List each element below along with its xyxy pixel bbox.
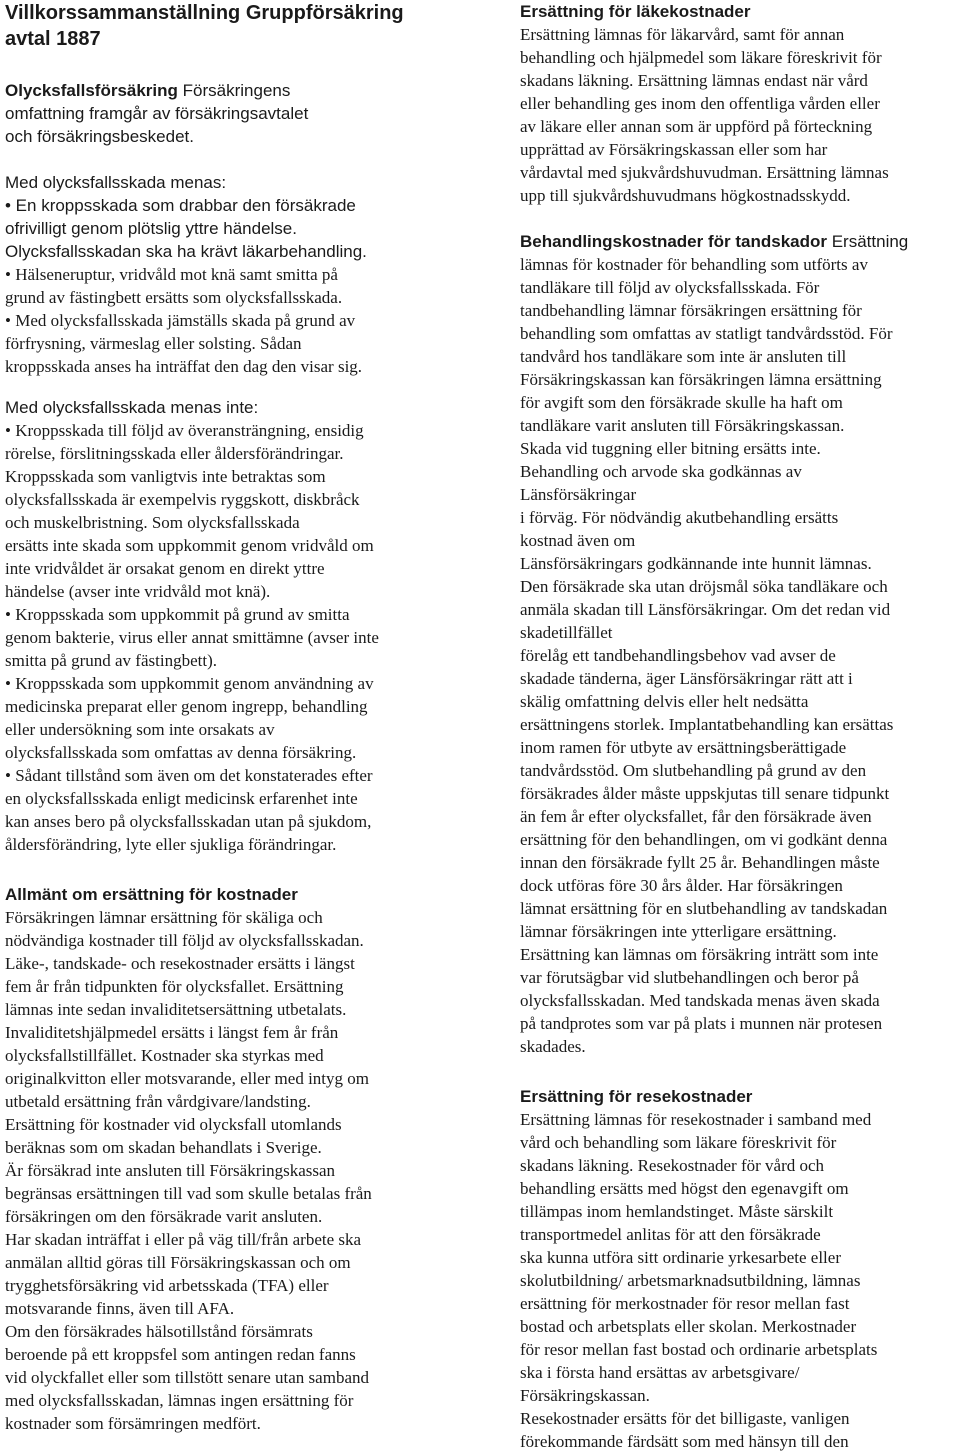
text-line: behandling och hjälpmedel som läkare föreskrivit för — [520, 48, 882, 67]
title-line: Villkorssammanställning Gruppförsäkring — [5, 2, 404, 24]
text-line: begränsas ersättningen till vad som skulle betalas från — [5, 1184, 372, 1203]
text-line: lämnas inte sedan invaliditetsersättning utbetalats. — [5, 1000, 347, 1019]
text-line: omfattning framgår av försäkringsavtalet — [5, 104, 309, 123]
text-line: tandvårdsstöd. Om slutbehandling på grund av den — [520, 761, 867, 780]
text-line: kostnader som försämringen medfört. — [5, 1414, 261, 1433]
text-line: • Sådant tillstånd som även om det konstaterades efter — [5, 766, 373, 785]
text-line: vid olyckfallet eller som tillstött senare utan samband — [5, 1368, 369, 1387]
text-line: Den försäkrade ska utan dröjsmål söka tandläkare och — [520, 577, 888, 596]
text-line: vårdavtal med sjukvårdshuvudman. Ersättning lämnas — [520, 163, 889, 182]
text-line: skadades. — [520, 1037, 586, 1056]
text-line: trygghetsförsäkring vid arbetsskada (TFA) eller — [5, 1276, 329, 1295]
text-line: och muskelbristning. Som olycksfallsskada — [5, 513, 300, 532]
text-line: vård och behandling som läkare föreskrivit för — [520, 1133, 837, 1152]
text-line: åldersförändring, lyte eller sjukliga förändringar. — [5, 835, 337, 854]
text-line: Skada vid tuggning eller bitning ersätts inte. — [520, 439, 821, 458]
text-line: eller behandling ges inom den offentliga vården eller — [520, 94, 880, 113]
text-line: skolutbildning/ arbetsmarknadsutbildning, lämnas — [520, 1271, 861, 1290]
text-line: behandling som omfattas av statligt tandvårdsstöd. För — [520, 324, 893, 343]
text-line: inte vridvåldet är orsakat genom en direkt yttre — [5, 559, 325, 578]
text-line: • Kroppsskada som uppkommit på grund av smitta — [5, 605, 350, 624]
text-line: • Med olycksfallsskada jämställs skada på grund av — [5, 311, 356, 330]
text-line: lämnas för kostnader för behandling som utförts av — [520, 255, 868, 274]
section-text: Ersättning — [827, 232, 909, 251]
text-line: förelåg ett tandbehandlingsbehov vad avser de — [520, 646, 836, 665]
text-line: var förutsägbar vid slutbehandlingen och beror på — [520, 968, 859, 987]
text-line: lämnar försäkringen inte ytterligare ersättning. — [520, 922, 837, 941]
text-line: • Kroppsskada som uppkommit genom användning av — [5, 674, 374, 693]
section-menas-inte — [5, 396, 455, 856]
text-line: ersättning för den behandlingen, om vi godkänt denna — [520, 830, 888, 849]
text-line: Har skadan inträffat i eller på väg till/från arbete ska — [5, 1230, 362, 1249]
text-line: bostad och arbetsplats eller skolan. Merkostnader — [520, 1317, 857, 1336]
text-line: tandläkare till följd av olycksfallsskada. För — [520, 278, 820, 297]
text-line: olycksfallsskadan. Med tandskada menas även skada — [520, 991, 880, 1010]
section-menas — [5, 171, 455, 378]
text-line: eller undersökning som inte orsakats av — [5, 720, 275, 739]
section-heading: Med olycksfallsskada menas: — [5, 173, 227, 192]
text-line: ersättningens storlek. Implantatbehandling kan ersättas — [520, 715, 894, 734]
text-line: förfrysning, värmeslag eller solsting. Sådan — [5, 334, 302, 353]
text-line: smitta på grund av fästingbett). — [5, 651, 217, 670]
text-line: • Kroppsskada till följd av överansträngning, ensidig — [5, 421, 364, 440]
section-heading: Behandlingskostnader för tandskador — [520, 232, 827, 251]
text-line: tandbehandling lämnar försäkringen ersättning för — [520, 301, 862, 320]
text-line: Länsförsäkringars godkännande inte hunnit lämnas. — [520, 554, 872, 573]
text-line: Försäkringen lämnar ersättning för skäliga och — [5, 908, 323, 927]
text-line: Kroppsskada som vanligtvis inte betraktas som — [5, 467, 326, 486]
text-line: inom ramen för utbyte av ersättningsberättigade — [520, 738, 847, 757]
section-allmant — [5, 883, 455, 1435]
section-text: Försäkringens — [177, 81, 291, 100]
text-line: Ersättning för kostnader vid olycksfall utomlands — [5, 1115, 342, 1134]
section-heading: Ersättning för resekostnader — [520, 1087, 753, 1106]
text-line: Försäkringskassan. — [520, 1386, 650, 1405]
document-title — [5, 0, 455, 52]
text-line: förekommande färdsätt som med hänsyn till den — [520, 1432, 849, 1451]
text-line: originalkvitton eller motsvarande, eller med intyg om — [5, 1069, 369, 1088]
text-line: Ersättning kan lämnas om försäkring inträtt som inte — [520, 945, 879, 964]
text-line: och försäkringsbeskedet. — [5, 127, 194, 146]
text-line: av läkare eller annan som är uppförd på förteckning — [520, 117, 873, 136]
text-line: ersätts inte skada som uppkommit genom vridvåld om — [5, 536, 374, 555]
text-line: utbetald ersättning från vårdgivare/landsting. — [5, 1092, 311, 1111]
title-line: avtal 1887 — [5, 28, 101, 50]
text-line: behandling ersätts med högst den egenavgift om — [520, 1179, 849, 1198]
text-line: innan den försäkrade fyllt 25 år. Behandlingen måste — [520, 853, 880, 872]
text-line: upprättad av Försäkringskassan eller som har — [520, 140, 828, 159]
text-line: Ersättning lämnas för resekostnader i samband med — [520, 1110, 872, 1129]
text-line: olycksfallsskada som omfattas av denna försäkring. — [5, 743, 357, 762]
text-line: medicinska preparat eller genom ingrepp, behandling — [5, 697, 368, 716]
text-line: upp till sjukvårdshuvudmans högkostnadsskydd. — [520, 186, 851, 205]
text-line: • En kroppsskada som drabbar den försäkrade — [5, 196, 356, 215]
text-line: tandvård hos tandläkare som inte är ansluten till — [520, 347, 847, 366]
text-line: en olycksfallsskada enligt medicinsk erfarenhet inte — [5, 789, 358, 808]
text-line: med olycksfallsskadan, lämnas ingen ersättning för — [5, 1391, 354, 1410]
section-tandskador — [520, 230, 956, 1058]
text-line: ska i första hand ersättas av arbetsgivare/ — [520, 1363, 800, 1382]
text-line: försäkrades ålder måste uppskjutas till senare tidpunkt — [520, 784, 890, 803]
right-column — [520, 0, 956, 1453]
text-line: olycksfallstillfället. Kostnader ska styrkas med — [5, 1046, 324, 1065]
text-line: Olycksfallsskadan ska ha krävt läkarbehandling. — [5, 242, 367, 261]
text-line: ofrivilligt genom plötslig yttre händelse. — [5, 219, 297, 238]
text-line: försäkringen om den försäkrade varit ansluten. — [5, 1207, 323, 1226]
text-line: genom bakterie, virus eller annat smittämne (avser inte — [5, 628, 379, 647]
text-line: i förväg. För nödvändig akutbehandling ersätts — [520, 508, 839, 527]
text-line: Försäkringskassan kan försäkringen lämna ersättning — [520, 370, 882, 389]
text-line: Länsförsäkringar — [520, 485, 637, 504]
text-line: kan anses bero på olycksfallsskadan utan på sjukdom, — [5, 812, 372, 831]
text-line: olycksfallsskada är exempelvis ryggskott, diskbråck — [5, 490, 360, 509]
text-line: tandläkare varit ansluten till Försäkringskassan. — [520, 416, 845, 435]
section-olycksfallsforsakring — [5, 79, 455, 148]
section-heading: Med olycksfallsskada menas inte: — [5, 398, 259, 417]
text-line: för avgift som den försäkrade skulle ha haft om — [520, 393, 843, 412]
text-line: ska kunna utföra sitt ordinarie yrkesarbete eller — [520, 1248, 841, 1267]
text-line: Ersättning lämnas för läkarvård, samt för annan — [520, 25, 845, 44]
text-line: skadans läkning. Ersättning lämnas endast när vård — [520, 71, 868, 90]
text-line: grund av fästingbett ersätts som olycksfallsskada. — [5, 288, 343, 307]
section-lakekostnader — [520, 0, 956, 207]
text-line: • Hälseneruptur, vridvåld mot knä samt smitta på — [5, 265, 338, 284]
text-line: än fem år efter olycksfallet, får den försäkrade även — [520, 807, 872, 826]
text-line: tillämpas inom hemlandstinget. Måste särskilt — [520, 1202, 834, 1221]
text-line: nödvändiga kostnader till följd av olycksfallsskadan. — [5, 931, 364, 950]
section-heading: Ersättning för läkekostnader — [520, 2, 751, 21]
text-line: rörelse, förslitningsskada eller åldersförändringar. — [5, 444, 344, 463]
text-line: Läke-, tandskade- och resekostnader ersätts i längst — [5, 954, 355, 973]
text-line: skälig omfattning delvis eller helt nedsätta — [520, 692, 809, 711]
text-line: lämnat ersättning för en slutbehandling av tandskadan — [520, 899, 888, 918]
text-line: på tandprotes som var på plats i munnen när protesen — [520, 1014, 883, 1033]
text-line: beroende på ett kroppsfel som antingen redan fanns — [5, 1345, 356, 1364]
text-line: transportmedel anlitas för att den försäkrade — [520, 1225, 821, 1244]
text-line: händelse (avser inte vridvåld mot knä). — [5, 582, 271, 601]
text-line: anmäla skadan till Länsförsäkringar. Om det redan vid — [520, 600, 891, 619]
text-line: Behandling och arvode ska godkännas av — [520, 462, 802, 481]
text-line: beräknas som om skadan behandlats i Sverige. — [5, 1138, 322, 1157]
text-line: skadade tänderna, äger Länsförsäkringar rätt att i — [520, 669, 853, 688]
section-resekostnader — [520, 1085, 956, 1453]
text-line: kroppsskada anses ha inträffat den dag den visar sig. — [5, 357, 363, 376]
text-line: skadetillfället — [520, 623, 613, 642]
text-line: för resor mellan fast bostad och ordinarie arbetsplats — [520, 1340, 878, 1359]
text-line: skadans läkning. Resekostnader för vård och — [520, 1156, 825, 1175]
left-column — [5, 0, 455, 1435]
text-line: Resekostnader ersätts för det billigaste, vanligen — [520, 1409, 850, 1428]
text-line: Är försäkrad inte ansluten till Försäkringskassan — [5, 1161, 336, 1180]
text-line: Invaliditetshjälpmedel ersätts i längst fem år från — [5, 1023, 339, 1042]
text-line: kostnad även om — [520, 531, 636, 550]
text-line: dock utföras före 30 års ålder. Har försäkringen — [520, 876, 843, 895]
text-line: fem år från tidpunkten för olycksfallet. Ersättning — [5, 977, 344, 996]
text-line: ersättning för merkostnader för resor mellan fast — [520, 1294, 850, 1313]
text-line: Om den försäkrades hälsotillstånd försämrats — [5, 1322, 313, 1341]
text-line: anmälan alltid göras till Försäkringskassan och om — [5, 1253, 351, 1272]
section-heading: Allmänt om ersättning för kostnader — [5, 885, 298, 904]
section-heading: Olycksfallsförsäkring — [5, 81, 178, 100]
text-line: motsvarande finns, även till AFA. — [5, 1299, 235, 1318]
